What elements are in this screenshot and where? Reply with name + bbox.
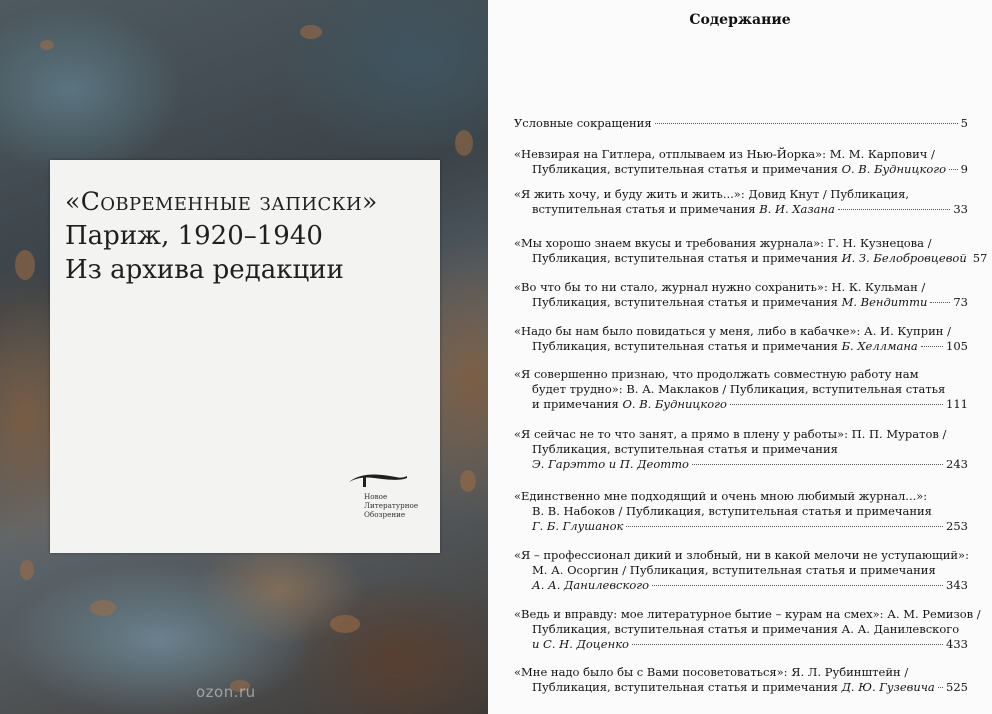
toc-entry-text: и примечания (532, 397, 623, 411)
toc-entry-line: «Надо бы нам было повидаться у меня, либо в кабачке»: А. И. Куприн / (514, 324, 951, 338)
toc-entry-line: будет трудно»: В. А. Маклаков / Публикация, вступительная статья (532, 382, 946, 396)
toc-entry (514, 607, 981, 652)
toc-entry (514, 427, 968, 472)
toc-entry-line: «Я – профессионал дикий и злобный, ни в какой мелочи не уступающий»: (514, 548, 969, 562)
dot-leader (652, 585, 943, 586)
toc-entry-line: Публикация, вступительная статья и примечания А. А. Данилевского (532, 622, 960, 636)
toc-entry-author: Г. Б. Глушанок (532, 519, 624, 533)
toc-entry-text: Публикация, вступительная статья и примечания (532, 680, 842, 694)
toc-entry-line (514, 457, 968, 472)
toc-page-number: 5 (960, 116, 968, 130)
dot-leader (921, 346, 943, 347)
toc-entry (514, 665, 968, 695)
dot-leader (655, 123, 958, 124)
cover-title-line: «Современные записки» (65, 187, 378, 216)
toc-entry (514, 324, 968, 354)
contents-heading: Содержание (689, 12, 791, 28)
toc-page-number: 105 (946, 339, 968, 353)
toc-entry-line: «Единственно мне подходящий и очень мною любимый журнал...»: (514, 489, 928, 503)
watermark: ozon.ru (196, 683, 256, 701)
toc-page-number: 73 (953, 295, 968, 309)
toc-page-number: 9 (960, 162, 968, 176)
toc-page-number: 57 (972, 251, 988, 265)
toc-entry-line: Публикация, вступительная статья и примечания (532, 442, 838, 456)
cover-title-line: Из архива редакции (65, 255, 344, 285)
toc-entry-line (514, 397, 968, 412)
toc-entry-line: «Невзирая на Гитлера, отплываем из Нью-Йорка»: М. М. Карпович / (514, 147, 935, 161)
toc-entry (514, 548, 968, 593)
dot-leader (692, 464, 943, 465)
toc-entry-author: И. З. Белобровцевой (841, 251, 967, 265)
toc-entry-text: Публикация, вступительная статья и примечания (532, 339, 842, 353)
dot-leader (949, 169, 958, 170)
toc-entry-line: «Мне надо было бы с Вами посоветоваться»: Я. Л. Рубинштейн / (514, 665, 909, 679)
toc-entry-author: Д. Ю. Гузевича (841, 680, 935, 694)
toc-entry (514, 367, 968, 412)
dot-leader (632, 644, 943, 645)
toc-entry-line: «Я сейчас не то что занят, а прямо в плену у работы»: П. П. Муратов / (514, 427, 947, 441)
toc-entry-text: вступительная статья и примечания (532, 202, 760, 216)
toc-entry-author: и С. Н. Доценко (532, 637, 629, 651)
toc-entry-line (514, 339, 968, 354)
dot-leader (938, 687, 943, 688)
toc-entry-text: Публикация, вступительная статья и примечания (532, 162, 842, 176)
toc-entry-author: Э. Гарэтто и П. Деотто (532, 457, 689, 471)
dot-leader (930, 302, 950, 303)
toc-entry-line: «Я жить хочу, и буду жить и жить...»: Довид Кнут / Публикация, (514, 187, 910, 201)
toc-entry-author: М. Вендитти (841, 295, 928, 309)
toc-entry-line (514, 162, 968, 177)
toc-page-number: 111 (946, 397, 968, 411)
toc-entry-text: Публикация, вступительная статья и примечания (532, 295, 842, 309)
toc-entry-line: М. А. Осоргин / Публикация, вступительная статья и примечания (532, 563, 936, 577)
toc-entry-author: А. А. Данилевского (532, 578, 650, 592)
toc-entry-line (514, 202, 968, 217)
toc-entry (514, 187, 968, 217)
toc-entry-line (514, 251, 988, 266)
toc-entry-line (514, 637, 968, 652)
toc-entry (514, 116, 968, 131)
toc-entry-author: О. В. Будницкого (841, 162, 947, 176)
toc-page-number: 243 (946, 457, 968, 471)
toc-entry-line (514, 116, 968, 131)
cover-title (65, 185, 378, 287)
toc-entry-line (514, 680, 968, 695)
toc-entry-text: Условные сокращения (514, 116, 652, 130)
toc-page-number: 433 (946, 637, 968, 651)
toc-page-number: 33 (953, 202, 968, 216)
toc-entry-line: «Ведь и вправду: мое литературное бытие – курам на смех»: А. М. Ремизов / (514, 607, 981, 621)
toc-entry-text: Публикация, вступительная статья и примечания (532, 251, 842, 265)
toc-page-number: 343 (946, 578, 968, 592)
toc-entry (514, 280, 968, 310)
toc-page-number: 253 (946, 519, 968, 533)
toc-entry-line (514, 578, 968, 593)
cover-title-card (50, 160, 440, 553)
toc-entry-author: О. В. Будницкого (622, 397, 727, 411)
cover-title-line: Париж, 1920–1940 (65, 221, 323, 251)
dot-leader (838, 209, 950, 210)
dot-leader (626, 526, 943, 527)
toc-entry-author: В. И. Хазана (759, 202, 835, 216)
toc-entry-line: «Я совершенно признаю, что продолжать совместную работу нам (514, 367, 919, 381)
toc-entry-author: Б. Хеллмана (841, 339, 918, 353)
toc-entry (514, 236, 988, 266)
toc-entry (514, 147, 968, 177)
contents-page (488, 0, 992, 714)
dot-leader (730, 404, 943, 405)
toc-entry (514, 489, 968, 534)
publisher-name: Новое Литературное Обозрение (364, 492, 419, 519)
toc-page-number: 525 (946, 680, 968, 694)
toc-entry-line: «Во что бы то ни стало, журнал нужно сохранить»: Н. К. Кульман / (514, 280, 926, 294)
book-cover (0, 0, 488, 714)
toc-entry-line (514, 519, 968, 534)
toc-entry-line (514, 295, 968, 310)
toc-entry-line: «Мы хорошо знаем вкусы и требования журнала»: Г. Н. Кузнецова / (514, 236, 932, 250)
toc-entry-line: В. В. Набоков / Публикация, вступительная статья и примечания (532, 504, 932, 518)
